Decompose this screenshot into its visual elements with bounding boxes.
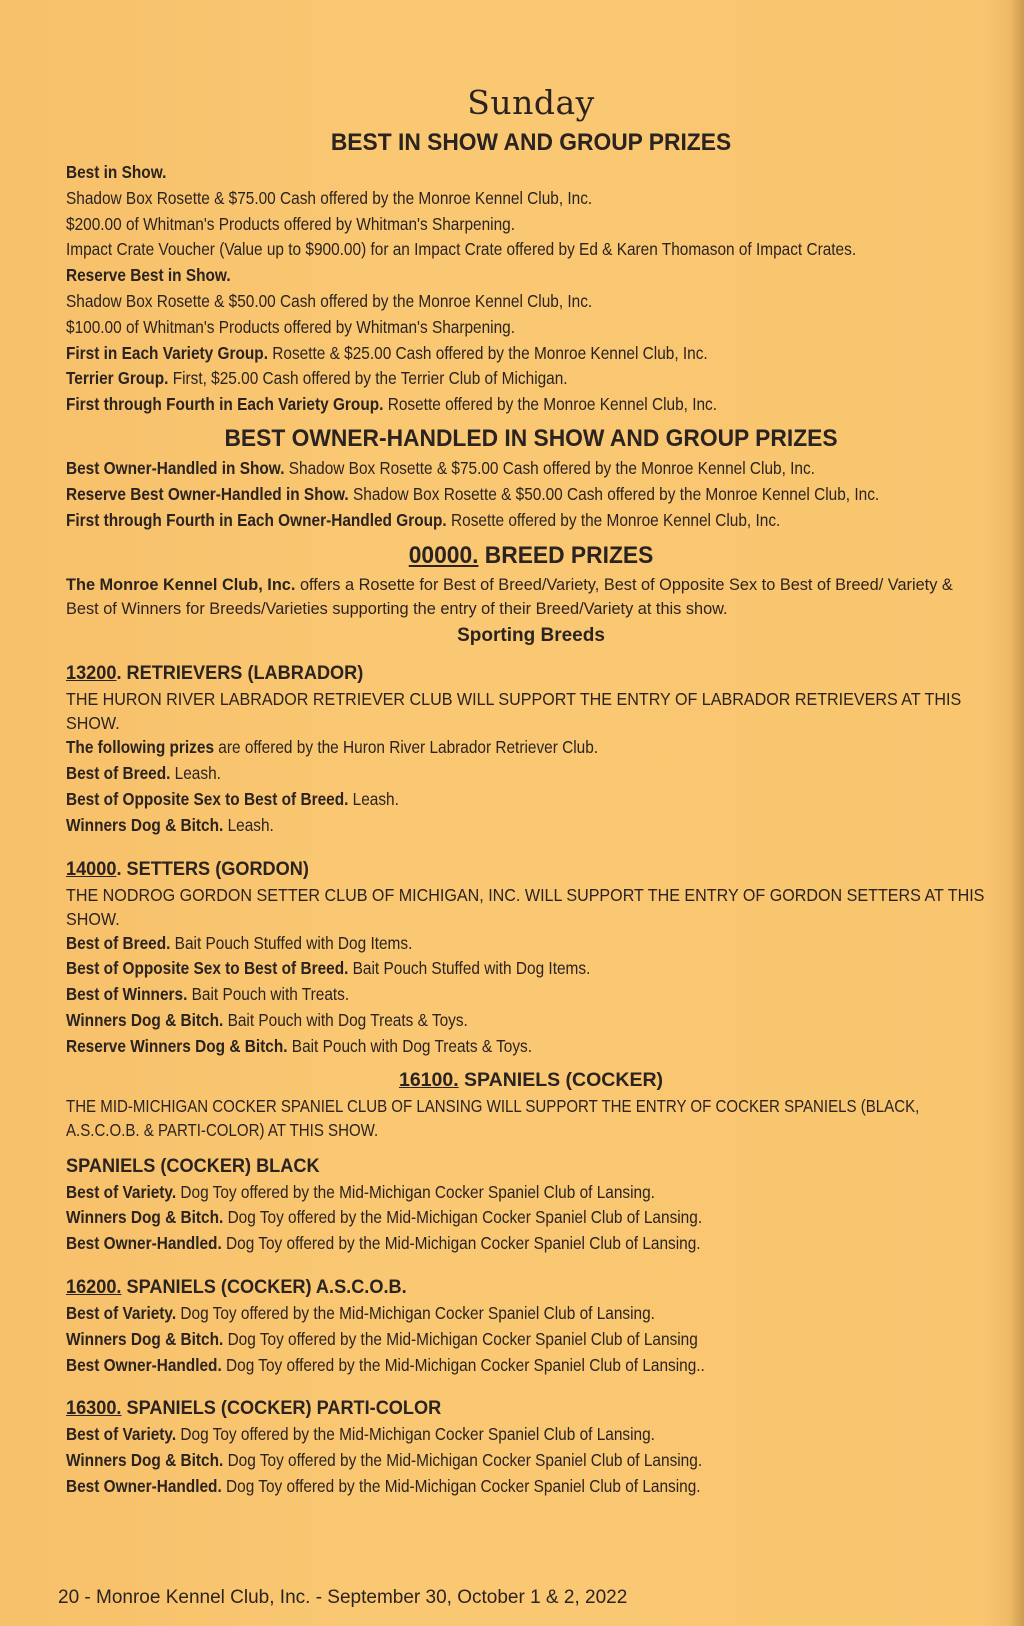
prize-text: Leash.: [348, 788, 399, 809]
bis-list: [66, 160, 996, 418]
prize-text: Dog Toy offered by the Mid-Michigan Cocker Spaniel Club of Lansing.: [223, 1207, 703, 1228]
prize-label: Best of Variety.: [66, 1424, 177, 1445]
prize-text: Dog Toy offered by the Mid-Michigan Cocker Spaniel Club of Lansing..: [221, 1354, 705, 1375]
breed-intro-text: offers a Rosette for Best of Breed/Variety, Best of Opposite Sex to Best of Breed/ Variety & Best of Winners for Breeds/Varieties supporting the entry of their Breed/Variety at this show.: [66, 575, 953, 619]
prize-text: Rosette & $25.00 Cash offered by the Monroe Kennel Club, Inc.: [267, 342, 708, 363]
prize-line: [66, 1474, 884, 1500]
breed-prizes-heading: [89, 541, 973, 571]
prize-label: Winners Dog & Bitch.: [66, 1450, 224, 1471]
prize-text: Bait Pouch Stuffed with Dog Items.: [170, 932, 413, 953]
parti-heading: [66, 1394, 931, 1422]
gordon-list: [66, 931, 996, 1060]
ascob-heading: [66, 1273, 931, 1301]
prize-line: [66, 392, 884, 418]
prize-label: Best Owner-Handled in Show.: [66, 457, 285, 478]
ascob-title: SPANIELS (COCKER) A.S.C.O.B.: [121, 1275, 407, 1298]
prize-label: Best Owner-Handled.: [66, 1233, 222, 1254]
bis-heading: BEST IN SHOW AND GROUP PRIZES: [330, 129, 732, 156]
prize-label: First through Fourth in Each Variety Group.: [66, 394, 384, 415]
prize-label: Reserve Best in Show.: [66, 265, 231, 286]
prize-label: Best of Breed.: [66, 932, 171, 953]
content: [66, 82, 996, 1500]
prize-text: Rosette offered by the Monroe Kennel Club, Inc.: [446, 509, 781, 530]
prize-text: Impact Crate Voucher (Value up to $900.00) for an Impact Crate offered by Ed & Karen Thomason of Impact Crates.: [66, 239, 857, 260]
lab-list: [66, 735, 996, 838]
page-edge-shadow: [1010, 0, 1024, 1626]
breed-prizes-number: 00000.: [408, 542, 479, 570]
prize-line: [66, 1448, 884, 1474]
breed-intro: [66, 573, 988, 621]
prize-line: [66, 1205, 884, 1231]
gordon-heading: [66, 855, 931, 883]
oh-heading: BEST OWNER-HANDLED IN SHOW AND GROUP PRIZES: [224, 424, 838, 452]
parti-number: 16300.: [66, 1397, 122, 1420]
prize-text: Dog Toy offered by the Mid-Michigan Cocker Spaniel Club of Lansing.: [176, 1424, 655, 1445]
prize-text: Leash.: [223, 814, 274, 835]
parti-title: SPANIELS (COCKER) PARTI-COLOR: [121, 1397, 442, 1420]
lab-title: . RETRIEVERS (LABRADOR): [116, 662, 364, 685]
prize-text: Leash.: [170, 763, 221, 784]
lab-number: 13200: [66, 662, 117, 685]
prize-label: Reserve Best Owner-Handled in Show.: [66, 483, 349, 504]
cocker-number: 16100.: [398, 1068, 459, 1091]
prize-line: [66, 1180, 884, 1206]
prize-label: First in Each Variety Group.: [66, 342, 268, 363]
prize-label: Best in Show.: [66, 162, 167, 182]
prize-text: $100.00 of Whitman's Products offered by Whitman's Sharpening.: [66, 316, 516, 337]
black-heading: SPANIELS (COCKER) BLACK: [66, 1154, 320, 1177]
ascob-list: [66, 1301, 996, 1378]
prize-label: Best Owner-Handled.: [66, 1354, 222, 1375]
prize-line: [66, 1422, 884, 1448]
prize-line: [66, 735, 884, 761]
prize-text: Dog Toy offered by the Mid-Michigan Cocker Spaniel Club of Lansing: [223, 1328, 698, 1349]
prize-line: [66, 212, 884, 238]
prize-line: [66, 263, 884, 289]
breed-intro-bold: The Monroe Kennel Club, Inc.: [66, 575, 296, 595]
gordon-title: . SETTERS (GORDON): [116, 857, 309, 880]
prize-text: Dog Toy offered by the Mid-Michigan Cocker Spaniel Club of Lansing.: [221, 1475, 701, 1496]
prize-text: Bait Pouch Stuffed with Dog Items.: [348, 958, 591, 979]
prize-line: [66, 1231, 884, 1257]
prize-line: [66, 1008, 884, 1034]
prize-label: Terrier Group.: [66, 368, 169, 389]
prize-line: [66, 1034, 884, 1060]
prize-text: Bait Pouch with Dog Treats & Toys.: [287, 1035, 533, 1056]
prize-line: [66, 787, 884, 813]
prize-text: Bait Pouch with Treats.: [187, 984, 350, 1005]
prize-line: [66, 1301, 884, 1327]
prize-label: Winners Dog & Bitch.: [66, 1207, 224, 1228]
prize-label: Best of Opposite Sex to Best of Breed.: [66, 958, 349, 979]
prize-text: First, $25.00 Cash offered by the Terrier Club of Michigan.: [168, 368, 568, 389]
prize-label: Best of Breed.: [66, 763, 171, 784]
prize-line: [66, 456, 884, 482]
cocker-support: THE MID-MICHIGAN COCKER SPANIEL CLUB OF LANSING WILL SUPPORT THE ENTRY OF COCKER SPANIELS (BLACK, A.S.C.O.B. & PARTI-COLOR) AT THIS SHOW.: [66, 1095, 920, 1140]
prize-label: Best of Variety.: [66, 1302, 177, 1323]
prize-text: are offered by the Huron River Labrador Retriever Club.: [214, 737, 599, 758]
prize-text: Shadow Box Rosette & $50.00 Cash offered by the Monroe Kennel Club, Inc.: [348, 483, 880, 504]
prize-line: [66, 315, 884, 341]
prize-label: Reserve Winners Dog & Bitch.: [66, 1035, 288, 1056]
ascob-number: 16200.: [66, 1275, 122, 1298]
prize-text: Dog Toy offered by the Mid-Michigan Cocker Spaniel Club of Lansing.: [221, 1233, 701, 1254]
prize-label: Best of Variety.: [66, 1181, 177, 1202]
prize-text: Rosette offered by the Monroe Kennel Club, Inc.: [383, 394, 718, 415]
prize-text: Shadow Box Rosette & $50.00 Cash offered by the Monroe Kennel Club, Inc.: [66, 290, 593, 311]
prize-text: Shadow Box Rosette & $75.00 Cash offered by the Monroe Kennel Club, Inc.: [66, 187, 593, 208]
prize-label: Winners Dog & Bitch.: [66, 1328, 224, 1349]
day-title: Sunday: [467, 83, 595, 122]
gordon-support: THE NODROG GORDON SETTER CLUB OF MICHIGAN, INC. WILL SUPPORT THE ENTRY OF GORDON SETTERS AT THIS SHOW.: [66, 884, 985, 929]
prize-line: [66, 1327, 884, 1353]
prize-text: $200.00 of Whitman's Products offered by Whitman's Sharpening.: [66, 213, 516, 234]
prize-text: Bait Pouch with Dog Treats & Toys.: [223, 1009, 468, 1030]
prize-line: [66, 761, 884, 787]
prize-line: [66, 1353, 884, 1379]
parti-list: [66, 1422, 996, 1499]
breed-prizes-title: BREED PRIZES: [478, 542, 654, 570]
prize-label: Best of Opposite Sex to Best of Breed.: [66, 788, 349, 809]
prize-text: Dog Toy offered by the Mid-Michigan Cocker Spaniel Club of Lansing.: [176, 1302, 655, 1323]
lab-heading: [66, 659, 931, 687]
prize-label: First through Fourth in Each Owner-Handled Group.: [66, 509, 447, 530]
sporting-heading: Sporting Breeds: [457, 625, 605, 647]
prize-label: Winners Dog & Bitch.: [66, 814, 224, 835]
prize-label: Winners Dog & Bitch.: [66, 1009, 224, 1030]
prize-line: [66, 341, 884, 367]
prize-label: Best of Winners.: [66, 984, 188, 1005]
prize-line: [66, 813, 884, 839]
prize-line: [66, 289, 884, 315]
prize-label: Best Owner-Handled.: [66, 1475, 222, 1496]
prize-text: Shadow Box Rosette & $75.00 Cash offered by the Monroe Kennel Club, Inc.: [284, 457, 815, 478]
prize-line: [66, 237, 884, 263]
prize-line: [66, 482, 884, 508]
prize-line: [66, 186, 884, 212]
lab-support: THE HURON RIVER LABRADOR RETRIEVER CLUB WILL SUPPORT THE ENTRY OF LABRADOR RETRIEVERS AT THIS SHOW.: [66, 689, 962, 734]
prize-label: The following prizes: [66, 737, 215, 758]
gordon-number: 14000: [66, 857, 117, 880]
prize-line: [66, 982, 884, 1008]
prize-line: [66, 160, 884, 186]
cocker-heading: [66, 1066, 996, 1094]
page-footer: 20 - Monroe Kennel Club, Inc. - September 30, October 1 & 2, 2022: [58, 1587, 628, 1608]
prize-line: [66, 508, 884, 534]
prize-line: [66, 931, 884, 957]
prize-text: Dog Toy offered by the Mid-Michigan Cocker Spaniel Club of Lansing.: [223, 1450, 703, 1471]
black-list: [66, 1180, 996, 1257]
prize-text: Dog Toy offered by the Mid-Michigan Cocker Spaniel Club of Lansing.: [176, 1181, 655, 1202]
prize-line: [66, 956, 884, 982]
oh-list: [66, 456, 996, 533]
prize-line: [66, 366, 884, 392]
cocker-title: SPANIELS (COCKER): [458, 1068, 664, 1091]
